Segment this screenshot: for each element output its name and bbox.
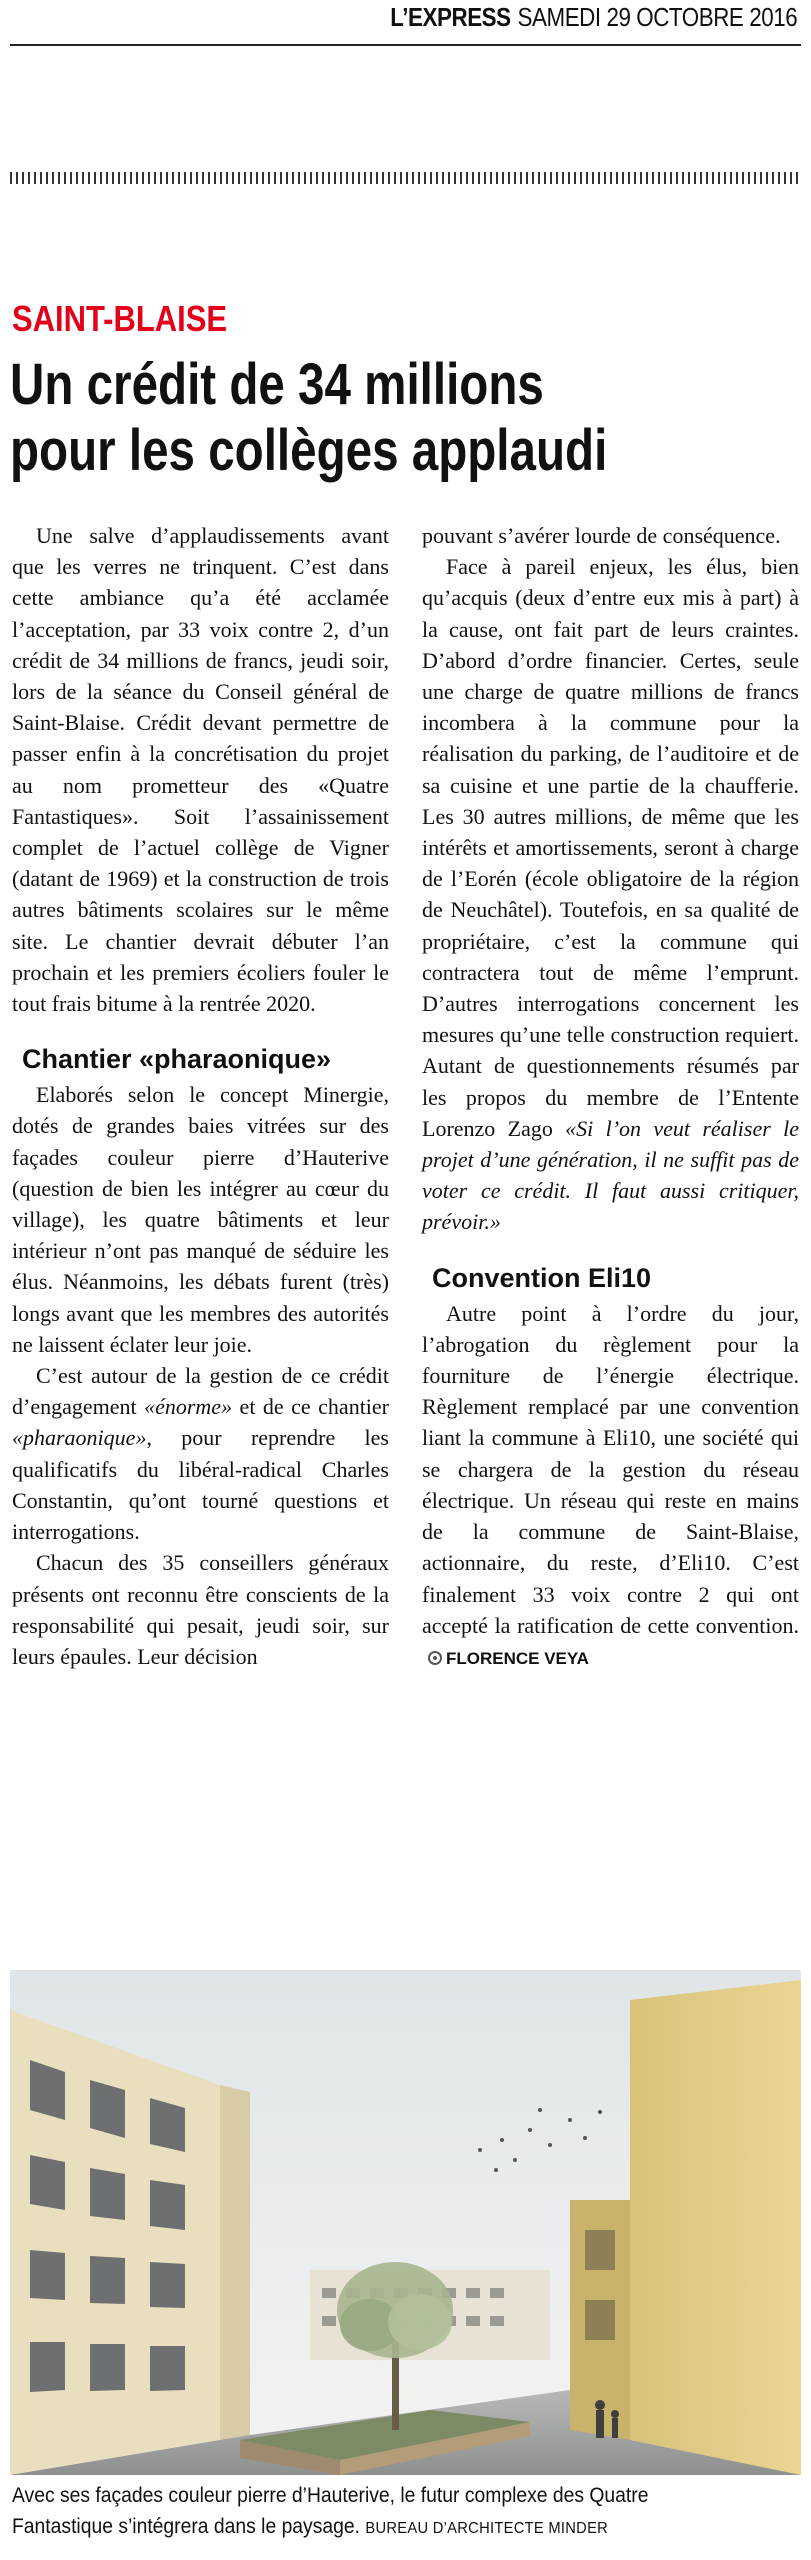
publication-name: L’EXPRESS	[390, 2, 511, 32]
article-paragraph-2: Elaborés selon le concept Minergie, dotés de grandes baies vitrées sur des façades couleur pierre d’Hauterive (question de bien les intégrer au cœur du village), les quatre bâtiments et leur intérieur n’ont pas manqué de séduire les élus. Néanmoins, les débats furent (très) longs avant que les membres des autorités ne laissent éclater leur joie.	[12, 1082, 389, 1357]
quote-enorme: «énorme»	[144, 1394, 233, 1420]
publication-date: SAMEDI 29 OCTOBRE 2016	[517, 2, 797, 32]
article-column-right	[422, 520, 799, 1674]
text-run: Autre point à l’ordre du jour, l’abrogation du règlement pour la fourniture de l’énergie électrique. Règlement remplacé par une convention liant la commune à Eli10, une société qui se chargera de la gestion du réseau électrique. Un réseau qui reste en mains de la commune de Saint-Blaise, actionnaire, du reste, d’Eli10. C’est finalement 33 voix contre 2 qui ont accepté la ratification de cette convention.	[422, 1300, 799, 1638]
quote-pharaonique: «pharaonique»	[12, 1425, 147, 1451]
photo-credit: BUREAU D’ARCHITECTE MINDER	[365, 2520, 609, 2537]
text-run: , pour reprendre les qualificatifs du libéral-radical Charles Constantin, qu’ont tourné questions et interrogations.	[12, 1425, 389, 1545]
article-paragraph-4: Chacun des 35 conseillers généraux présents ont reconnu être conscients de la responsabilité qui pesait, jeudi soir, sur leurs épaules. Leur décision	[12, 1550, 389, 1669]
author-byline	[422, 1649, 589, 1668]
byline-dot-icon	[428, 1651, 442, 1665]
caption-text: Avec ses façades couleur pierre d’Hauterive, le futur complexe des Quatre Fantastique s’intégrera dans le paysage.	[12, 2484, 649, 2538]
author-name: FLORENCE VEYA	[446, 1648, 589, 1668]
headline-line-1: Un crédit de 34 millions	[10, 352, 544, 417]
subhead-convention: Convention Eli10	[432, 1262, 652, 1293]
article-paragraph-6	[422, 1298, 799, 1674]
article-paragraph-3	[12, 1360, 389, 1547]
text-run: Face à pareil enjeux, les élus, bien qu’acquis (deux d’entre eux mis à part) à la cause, ont fait part de leurs craintes. D’abord d’ordre financier. Certes, seule une charge de quatre millions de francs incombera à la commune pour la réalisation du parking, de l’auditoire et de sa cuisine et une partie de la chaufferie. Les 30 autres millions, de même que les intérêts et amortissements, seront à charge de l’Eorén (école obligatoire de la région de Neuchâtel). Toutefois, en sa qualité de propriétaire, c’est la commune qui contractera tout de même l’emprunt. D’autres interrogations concernent les mesures qu’une telle construction requiert. Autant de questionnements résumés par les propos du membre de l’Entente Lorenzo Zago	[422, 554, 799, 1141]
article-headline	[10, 352, 748, 484]
article-column-left	[12, 520, 389, 1672]
article-paragraph-1: Une salve d’applaudissements avant que les verres ne trinquent. C’est dans cette ambiance qu’a été acclamée l’acceptation, par 33 voix contre 2, d’un crédit de 34 millions de francs, jeudi soir, lors de la séance du Conseil général de Saint-Blaise. Crédit devant permettre de passer enfin à la concrétisation du projet au nom prometteur des «Quatre Fantastiques». Soit l’assainissement complet de l’actuel collège de Vigner (datant de 1969) et la construction de trois autres bâtiments scolaires sur le même site. Le chantier devrait débuter l’an prochain et les premiers écoliers fouler le tout frais bitume à la rentrée 2020.	[12, 523, 389, 1017]
masthead-rule	[10, 44, 801, 46]
subhead-chantier: Chantier «pharaonique»	[22, 1044, 332, 1075]
masthead	[390, 2, 797, 42]
article-paragraph-4-continued: pouvant s’avérer lourde de conséquence.	[422, 523, 781, 548]
headline-line-2: pour les collèges applaudi	[10, 418, 608, 483]
rendering-illustration	[10, 1970, 801, 2475]
text-run: C’est autour de la gestion de ce crédit d’engagement	[12, 1363, 389, 1420]
decorative-tick-rule	[10, 172, 801, 184]
article-kicker: SAINT-BLAISE	[12, 298, 228, 339]
photo-caption	[12, 2480, 739, 2544]
text-run: et de ce chantier	[232, 1394, 390, 1420]
article-paragraph-5	[422, 551, 799, 1237]
architectural-rendering-photo	[10, 1970, 801, 2475]
quote-lorenzo-zago: «Si l’on veut réaliser le projet d’une génération, il ne suffit pas de voter ce crédit. Il faut aussi critiquer, prévoir.»	[422, 1115, 800, 1235]
